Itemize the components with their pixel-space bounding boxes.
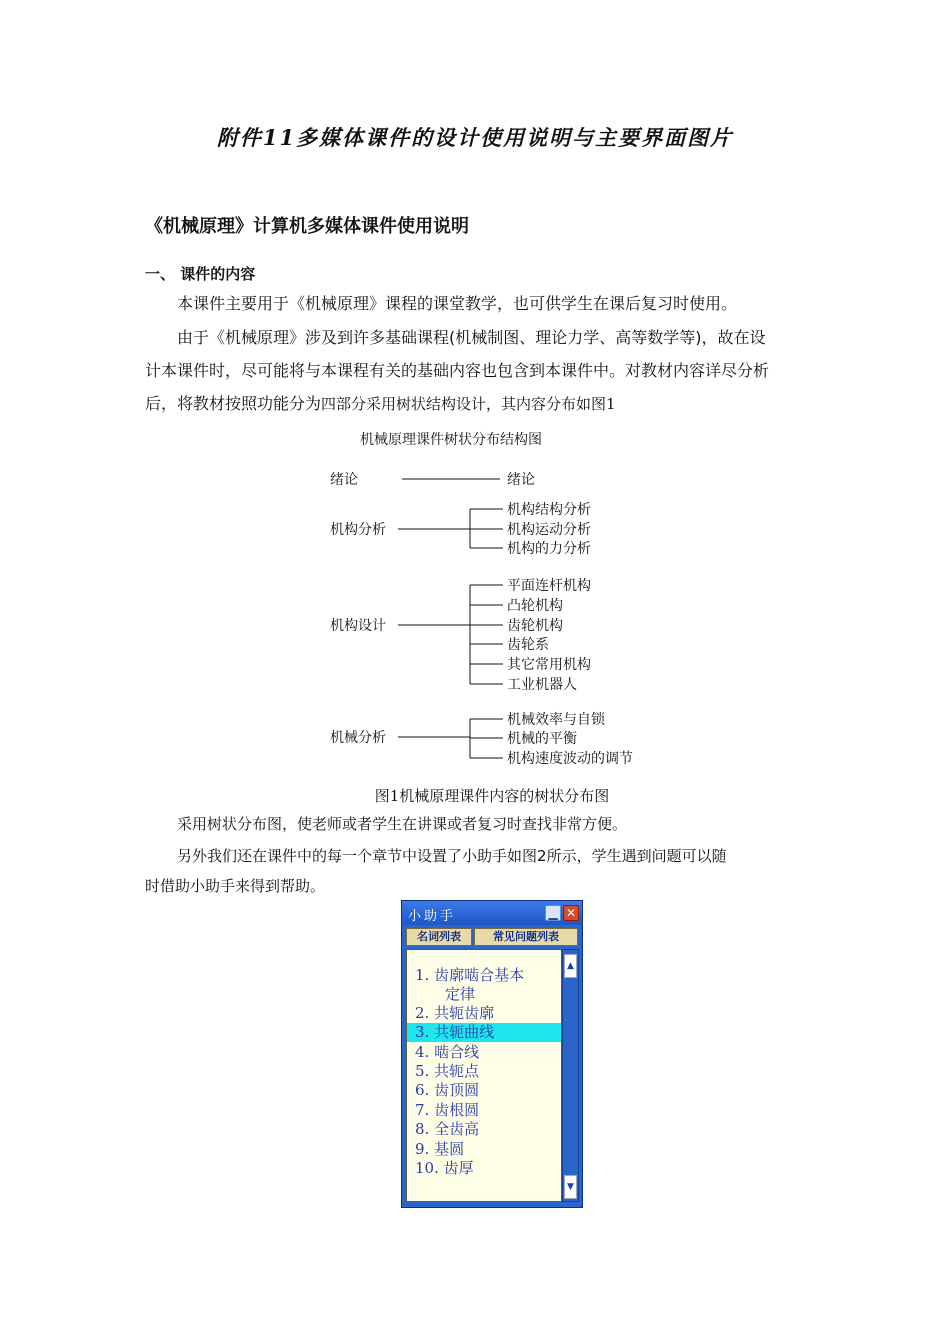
paragraph-4-part-c: 所示，学生遇到问题可以随 bbox=[546, 847, 727, 865]
tab-faq-list[interactable]: 常见问题列表 bbox=[474, 928, 578, 946]
paragraph-2-line-3-part-a: 后，将教材按照功能分为 bbox=[145, 394, 322, 413]
list-item-label: 共轭点 bbox=[434, 1062, 480, 1080]
list-item[interactable] bbox=[407, 1101, 561, 1120]
tree-structure-diagram bbox=[300, 425, 700, 775]
tree-child-node: 齿轮机构 bbox=[507, 618, 563, 634]
list-item-label: 共轭齿廓 bbox=[434, 1004, 495, 1022]
scroll-down-icon[interactable]: ▼ bbox=[564, 1175, 577, 1199]
list-item-number: 6. bbox=[415, 1081, 435, 1099]
paragraph-4-part-b: 2 bbox=[537, 847, 547, 865]
list-item[interactable] bbox=[407, 1140, 561, 1159]
list-item-number: 1. bbox=[415, 966, 435, 984]
paragraph-4-line-1 bbox=[177, 840, 727, 872]
document-title: 附件11多媒体课件的设计使用说明与主要界面图片 bbox=[216, 125, 734, 150]
tab-term-list[interactable]: 名词列表 bbox=[406, 928, 472, 946]
helper-title: 小助手 bbox=[408, 909, 457, 924]
paragraph-1: 本课件主要用于《机械原理》课程的课堂教学，也可供学生在课后复习时使用。 bbox=[177, 294, 738, 313]
list-item-label: 共轭曲线 bbox=[434, 1023, 495, 1041]
tree-child-node: 机构的力分析 bbox=[507, 541, 591, 557]
tree-content bbox=[330, 471, 633, 767]
paragraph-4-line-2: 时借助小助手来得到帮助。 bbox=[145, 877, 326, 895]
list-item[interactable] bbox=[407, 1159, 561, 1178]
tree-title: 机械原理课件树状分布结构图 bbox=[360, 432, 542, 448]
list-item-label: 全齿高 bbox=[434, 1120, 480, 1138]
list-item-label: 齿顶圆 bbox=[434, 1081, 480, 1099]
list-item-continuation[interactable]: 定律 bbox=[445, 985, 476, 1003]
tree-root-node: 机构分析 bbox=[330, 522, 386, 538]
list-item[interactable] bbox=[407, 1062, 561, 1081]
list-item[interactable] bbox=[407, 1023, 561, 1042]
tree-child-node: 机构速度波动的调节 bbox=[507, 751, 633, 767]
tree-child-node: 齿轮系 bbox=[507, 637, 549, 653]
list-item-number: 7. bbox=[415, 1101, 435, 1119]
tree-child-node: 机械的平衡 bbox=[507, 731, 577, 747]
list-item-label: 啮合线 bbox=[434, 1043, 480, 1061]
tree-root-node: 绪论 bbox=[330, 472, 358, 488]
list-item-number: 5. bbox=[415, 1062, 435, 1080]
tree-child-node: 绪论 bbox=[507, 472, 535, 488]
tree-child-node: 机构运动分析 bbox=[507, 522, 591, 538]
helper-term-list bbox=[406, 949, 562, 1202]
list-item-number: 8. bbox=[415, 1120, 435, 1138]
list-item[interactable] bbox=[407, 966, 561, 985]
tree-root-node: 机构设计 bbox=[330, 618, 386, 634]
list-item-label: 基圆 bbox=[434, 1140, 465, 1158]
minimize-icon[interactable]: ▁ bbox=[545, 905, 561, 921]
tree-child-node: 机械效率与自锁 bbox=[507, 712, 605, 728]
helper-window bbox=[401, 900, 583, 1208]
subsection-heading: 一、 课件的内容 bbox=[145, 265, 256, 283]
list-item-number: 10. bbox=[415, 1159, 444, 1177]
list-item-number: 9. bbox=[415, 1140, 435, 1158]
paragraph-2-line-1: 由于《机械原理》涉及到许多基础课程(机械制图、理论力学、高等数学等)，故在设 bbox=[177, 328, 766, 347]
tree-child-node: 机构结构分析 bbox=[507, 502, 591, 518]
section-heading: 《机械原理》计算机多媒体课件使用说明 bbox=[145, 216, 469, 237]
paragraph-4-part-a: 另外我们还在课件中的每一个章节中设置了小助手如图 bbox=[177, 847, 538, 865]
list-item[interactable] bbox=[407, 1043, 561, 1062]
list-item-number: 3. bbox=[415, 1023, 435, 1041]
list-item[interactable] bbox=[407, 1081, 561, 1100]
tree-child-node: 平面连杆机构 bbox=[507, 578, 591, 594]
list-item-label: 齿厚 bbox=[443, 1159, 474, 1177]
list-item-number: 2. bbox=[415, 1004, 435, 1022]
helper-tabs bbox=[406, 928, 579, 946]
scroll-up-icon[interactable]: ▲ bbox=[564, 954, 577, 978]
figure-1-caption: 图1机械原理课件内容的树状分布图 bbox=[374, 787, 610, 805]
tree-child-node: 凸轮机构 bbox=[507, 598, 563, 614]
tree-child-node: 工业机器人 bbox=[507, 677, 577, 693]
paragraph-3: 采用树状分布图，使老师或者学生在讲课或者复习时查找非常方便。 bbox=[177, 815, 628, 833]
tree-child-node: 其它常用机构 bbox=[507, 657, 591, 673]
paragraph-2-line-3 bbox=[145, 388, 616, 420]
close-icon[interactable]: ✕ bbox=[563, 905, 579, 921]
list-item[interactable] bbox=[407, 1004, 561, 1023]
list-item-label: 齿根圆 bbox=[434, 1101, 480, 1119]
paragraph-2-line-2: 计本课件时，尽可能将与本课程有关的基础内容也包含到本课件中。对教材内容详尽分析 bbox=[145, 361, 770, 380]
paragraph-2-line-3-part-b: 四部分采用树状结构设计，其内容分布如图1 bbox=[321, 395, 616, 413]
tree-root-node: 机械分析 bbox=[330, 730, 386, 746]
list-item[interactable] bbox=[407, 1120, 561, 1139]
list-scrollbar[interactable] bbox=[562, 949, 579, 1202]
list-item-label: 齿廓啮合基本 bbox=[434, 966, 525, 984]
list-item-number: 4. bbox=[415, 1043, 435, 1061]
helper-title-bar[interactable] bbox=[402, 901, 582, 925]
